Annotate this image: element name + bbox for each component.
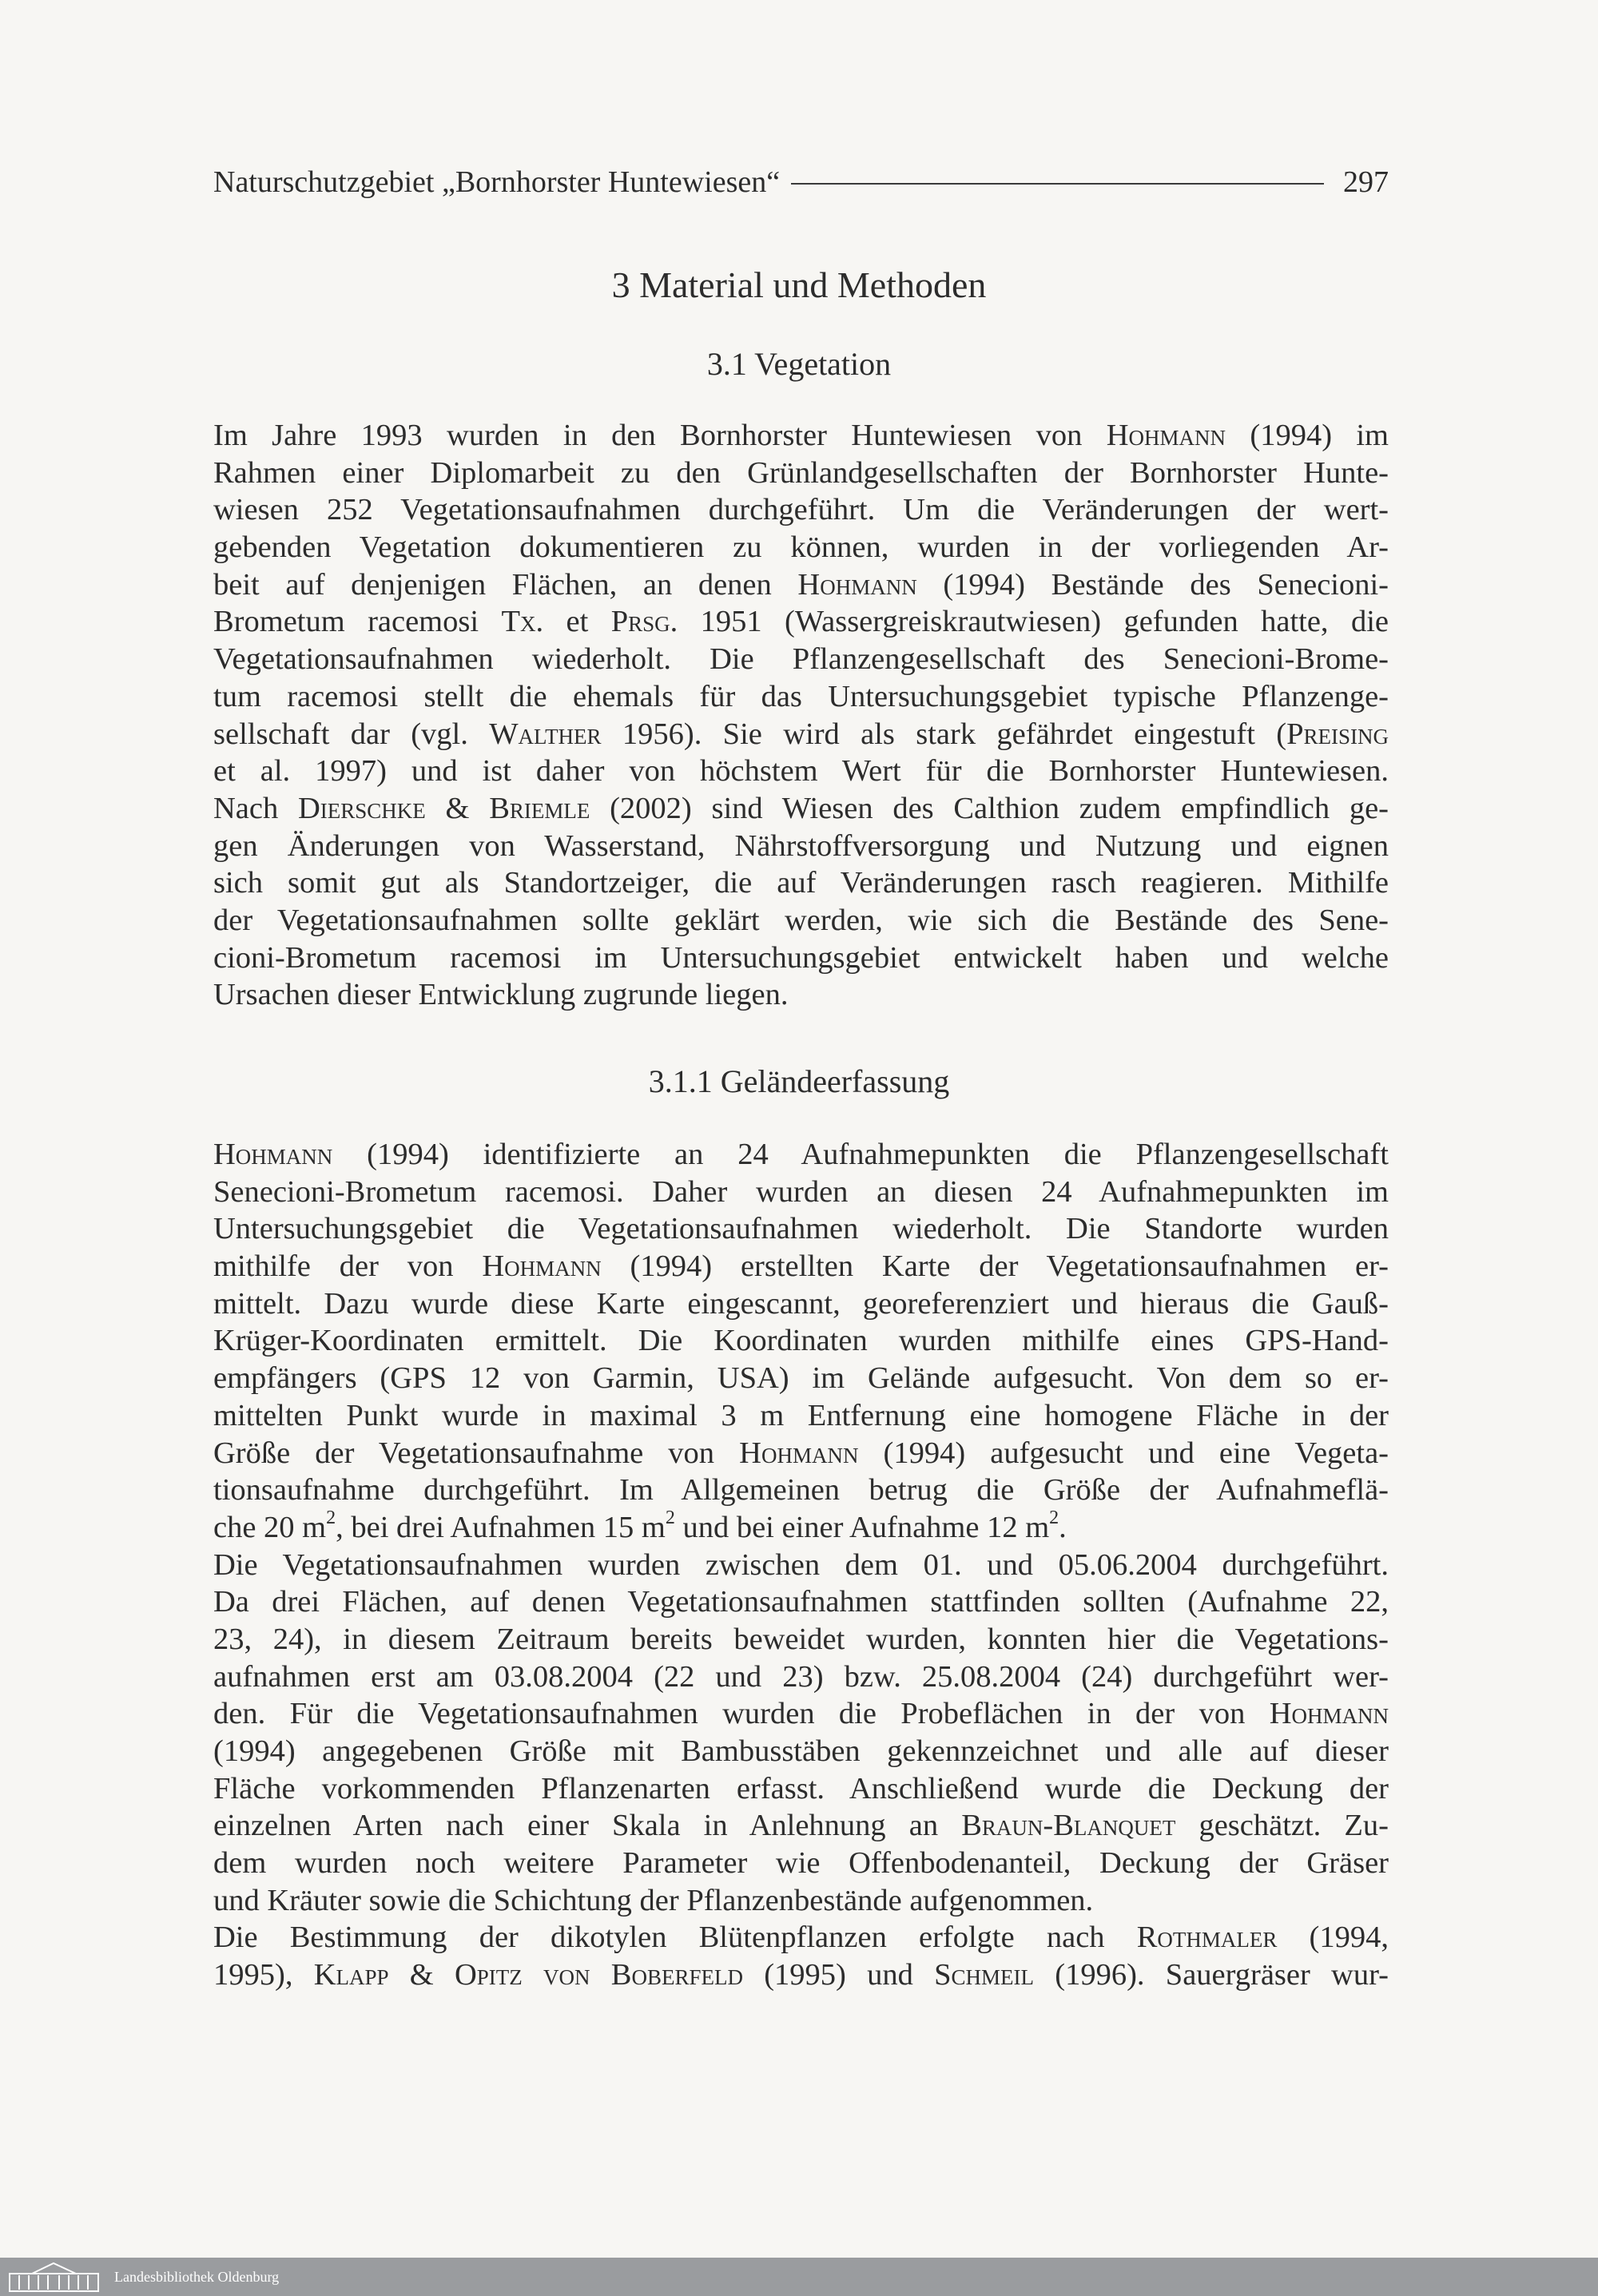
text-line: Die Bestimmung der dikotylen Blütenpflanzen erfolgte nach Rothmaler (1994, xyxy=(213,1921,1389,1955)
author-name: Schmeil xyxy=(934,1958,1035,1992)
text-line: Die Vegetationsaufnahmen wurden zwischen dem 01. und 05.06.2004 durchgeführt. xyxy=(213,1547,1389,1582)
author-name: Tx. xyxy=(501,605,544,639)
text-line: Fläche vorkommenden Pflanzenarten erfasst. Anschließend wurde die Deckung der xyxy=(213,1771,1389,1805)
author-name: Walther xyxy=(489,717,602,751)
text-line: mithilfe der von Hohmann (1994) erstellten Karte der Vegetationsaufnahmen er- xyxy=(213,1249,1389,1284)
text-line: et al. 1997) und ist daher von höchstem Wert für die Bornhorster Huntewiesen. xyxy=(213,754,1389,789)
text-line: tum racemosi stellt die ehemals für das Untersuchungsgebiet typische Pflanzenge- xyxy=(213,679,1389,713)
text-line: Ursachen dieser Entwicklung zugrunde liegen. xyxy=(213,978,789,1012)
text-line: Brometum racemosi Tx. et Prsg. 1951 (Wassergreiskrautwiesen) gefunden hatte, die xyxy=(213,605,1389,639)
text-line: 1995), Klapp & Opitz von Boberfeld (1995) und Schmeil (1996). Sauergräser wur- xyxy=(213,1958,1389,1992)
text-line: den. Für die Vegetationsaufnahmen wurden die Probeflächen in der von Hohmann xyxy=(213,1697,1389,1731)
text-line: Größe der Vegetationsaufnahme von Hohmann (1994) aufgesucht und eine Vegeta- xyxy=(213,1436,1389,1470)
text-line: aufnahmen erst am 03.08.2004 (22 und 23) bzw. 25.08.2004 (24) durchgeführt wer- xyxy=(213,1659,1389,1694)
text-line: wiesen 252 Vegetationsaufnahmen durchgeführt. Um die Veränderungen der wert- xyxy=(213,493,1389,527)
author-name: Prsg. xyxy=(610,605,678,639)
section-title: 3 Material und Methoden xyxy=(611,264,987,305)
text-line: mittelten Punkt wurde in maximal 3 m Entfernung eine homogene Fläche in der xyxy=(213,1398,1389,1432)
text-line: sellschaft dar (vgl. Walther 1956). Sie wird als stark gefährdet eingestuft (Preising xyxy=(213,717,1389,751)
author-name: Opitz von Boberfeld xyxy=(454,1958,743,1992)
author-name: Dierschke xyxy=(297,791,426,825)
author-name: Hohmann xyxy=(1106,419,1226,452)
text-line: empfängers (GPS 12 von Garmin, USA) im Gelände aufgesucht. Von dem so er- xyxy=(213,1361,1389,1396)
running-title: Naturschutzgebiet „Bornhorster Huntewiesen“ xyxy=(213,165,781,199)
text-line: beit auf denjenigen Flächen, an denen Hohmann (1994) Bestände des Senecioni- xyxy=(213,567,1389,602)
text-line: cioni-Brometum racemosi im Untersuchungsgebiet entwickelt haben und welche xyxy=(213,940,1389,975)
text-line: dem wurden noch weitere Parameter wie Offenbodenanteil, Deckung der Gräser xyxy=(213,1846,1389,1881)
author-name: Klapp xyxy=(313,1958,389,1992)
author-name: Braun-Blanquet xyxy=(961,1809,1176,1843)
library-name: Landesbibliothek Oldenburg xyxy=(114,2268,280,2285)
running-header xyxy=(213,165,1389,200)
author-name: Hohmann xyxy=(797,567,917,602)
author-name: Briemle xyxy=(489,791,590,825)
text-line: sich somit gut als Standortzeiger, die auf Veränderungen rasch reagieren. Mithilfe xyxy=(213,866,1389,900)
text-line: Im Jahre 1993 wurden in den Bornhorster Huntewiesen von Hohmann (1994) im xyxy=(213,419,1389,452)
text-line: tionsaufnahme durchgeführt. Im Allgemeinen betrug die Größe der Aufnahmeflä- xyxy=(213,1473,1389,1507)
library-footer xyxy=(0,2258,1598,2296)
text-line: che 20 $m^2$, bei drei Aufnahmen 15 $m^2$ und bei einer Aufnahme 12 $m^2$. xyxy=(213,1507,1067,1544)
text-line: mittelt. Dazu wurde diese Karte eingescannt, georeferenziert und hieraus die Gauß- xyxy=(213,1286,1389,1321)
text-line: (1994) angegebenen Größe mit Bambusstäben gekennzeichnet und alle auf dieser xyxy=(213,1734,1389,1768)
text-line: und Kräuter sowie die Schichtung der Pflanzenbestände aufgenommen. xyxy=(213,1883,1094,1917)
subsubsection-title: 3.1.1 Geländeerfassung xyxy=(648,1063,950,1099)
author-name: Hohmann xyxy=(213,1138,333,1171)
header-rule xyxy=(791,183,1324,185)
text-line: einzelnen Arten nach einer Skala in Anlehnung an Braun-Blanquet geschätzt. Zu- xyxy=(213,1809,1389,1843)
text-line: Nach Dierschke & Briemle (2002) sind Wiesen des Calthion zudem empfindlich ge- xyxy=(213,791,1389,825)
text-line: Rahmen einer Diplomarbeit zu den Grünlandgesellschaften der Bornhorster Hunte- xyxy=(213,455,1389,490)
page-number: 297 xyxy=(1343,165,1389,199)
text-line: Vegetationsaufnahmen wiederholt. Die Pflanzengesellschaft des Senecioni-Brome- xyxy=(213,642,1389,677)
text-line: Senecioni-Brometum racemosi. Daher wurden an diesen 24 Aufnahmepunkten im xyxy=(213,1174,1389,1209)
superscript: 2 xyxy=(1049,1507,1059,1529)
author-name: Hohmann xyxy=(482,1249,602,1284)
author-name: Hohmann xyxy=(1269,1697,1389,1731)
superscript: 2 xyxy=(665,1507,675,1529)
text-line: Krüger-Koordinaten ermittelt. Die Koordinaten wurden mithilfe eines GPS-Hand- xyxy=(213,1324,1389,1358)
text-line: 23, 24), in diesem Zeitraum bereits beweidet wurden, konnten hier die Vegetations- xyxy=(213,1622,1389,1656)
library-building-icon xyxy=(8,2261,100,2293)
text-line: Untersuchungsgebiet die Vegetationsaufnahmen wiederholt. Die Standorte wurden xyxy=(213,1212,1389,1246)
text-line: gen Änderungen von Wasserstand, Nährstoffversorgung und Nutzung und eignen xyxy=(213,828,1389,863)
text-line: der Vegetationsaufnahmen sollte geklärt werden, wie sich die Bestände des Sene- xyxy=(213,903,1389,937)
author-name: Rothmaler xyxy=(1136,1921,1278,1955)
subsection-title: 3.1 Vegetation xyxy=(706,346,892,382)
author-name: Preising xyxy=(1286,717,1389,751)
gelaendeerfassung-paragraph xyxy=(213,1136,1389,1994)
text-line: gebenden Vegetation dokumentieren zu können, wurden in der vorliegenden Ar- xyxy=(213,530,1389,565)
text-line: Hohmann (1994) identifizierte an 24 Aufnahmepunkten die Pflanzengesellschaft xyxy=(213,1138,1389,1171)
author-name: Hohmann xyxy=(739,1436,859,1470)
superscript: 2 xyxy=(326,1507,336,1529)
vegetation-paragraph xyxy=(213,417,1389,1014)
text-line: Da drei Flächen, auf denen Vegetationsaufnahmen stattfinden sollten (Aufnahme 22, xyxy=(213,1585,1389,1619)
